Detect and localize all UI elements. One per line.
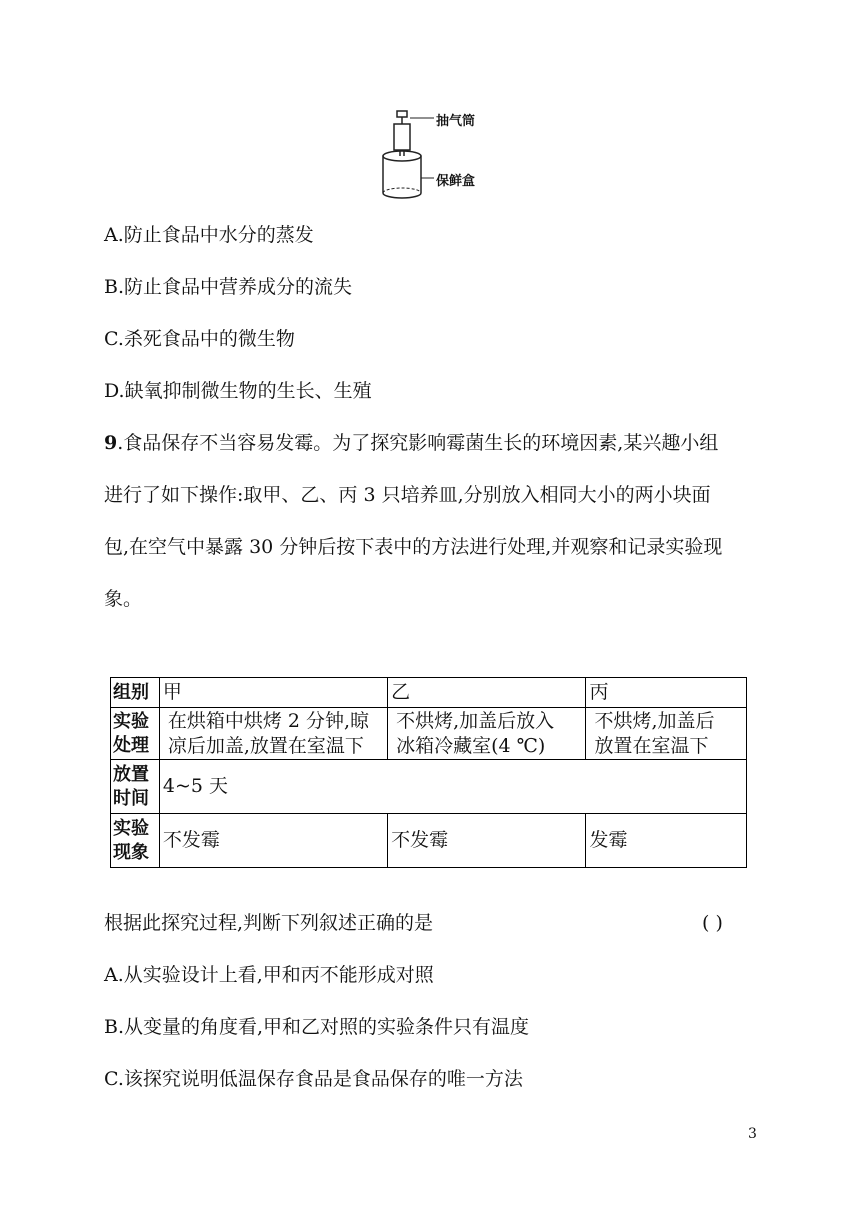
q9-stem-line-2: 进行了如下操作:取甲、乙、丙 3 只培养皿,分别放入相同大小的两小块面 xyxy=(104,484,711,506)
answer-parentheses: ( ) xyxy=(702,912,723,934)
table-row-treatment xyxy=(111,708,747,760)
table-row-time xyxy=(111,760,747,814)
q9-option-b: B.从变量的角度看,甲和乙对照的实验条件只有温度 xyxy=(104,1016,530,1038)
cell-treatment-jia: 在烘箱中烘烤 2 分钟,晾 凉后加盖,放置在室温下 xyxy=(159,708,387,760)
header-treatment: 实验 处理 xyxy=(111,708,160,760)
cell-group-jia: 甲 xyxy=(159,678,387,708)
experiment-table xyxy=(110,677,747,868)
q8-option-d: D.缺氧抑制微生物的生长、生殖 xyxy=(104,380,372,402)
cell-treatment-bing: 不烘烤,加盖后 放置在室温下 xyxy=(586,708,747,760)
vacuum-container-figure xyxy=(378,106,498,202)
q9-number: 9 xyxy=(104,432,118,454)
cell-group-bing: 丙 xyxy=(586,678,747,708)
q9-option-c: C.该探究说明低温保存食品是食品保存的唯一方法 xyxy=(104,1068,523,1090)
cell-result-jia: 不发霉 xyxy=(159,814,387,868)
header-result: 实验 现象 xyxy=(111,814,160,868)
cell-time: 4~5 天 xyxy=(159,760,746,814)
box-label: 保鲜盒 xyxy=(436,174,476,189)
header-group: 组别 xyxy=(111,678,160,708)
table-row-result xyxy=(111,814,747,868)
q8-option-b: B.防止食品中营养成分的流失 xyxy=(104,276,353,298)
q9-stem-line-1: 9.食品保存不当容易发霉。为了探究影响霉菌生长的环境因素,某兴趣小组 xyxy=(104,432,719,454)
q9-option-a: A.从实验设计上看,甲和丙不能形成对照 xyxy=(104,964,434,986)
page-number: 3 xyxy=(748,1126,757,1142)
cell-result-yi: 不发霉 xyxy=(388,814,586,868)
cell-group-yi: 乙 xyxy=(388,678,586,708)
q8-option-a: A.防止食品中水分的蒸发 xyxy=(104,224,314,246)
cell-result-bing: 发霉 xyxy=(586,814,747,868)
q8-option-c: C.杀死食品中的微生物 xyxy=(104,328,295,350)
q9-question: 根据此探究过程,判断下列叙述正确的是 xyxy=(104,912,434,934)
cell-treatment-yi: 不烘烤,加盖后放入 冰箱冷藏室(4 ℃) xyxy=(388,708,586,760)
table-row-group xyxy=(111,678,747,708)
q9-stem-line-4: 象。 xyxy=(104,588,143,610)
q9-stem-line-3: 包,在空气中暴露 30 分钟后按下表中的方法进行处理,并观察和记录实验现 xyxy=(104,536,723,558)
header-time: 放置 时间 xyxy=(111,760,160,814)
pump-label: 抽气筒 xyxy=(436,114,476,129)
